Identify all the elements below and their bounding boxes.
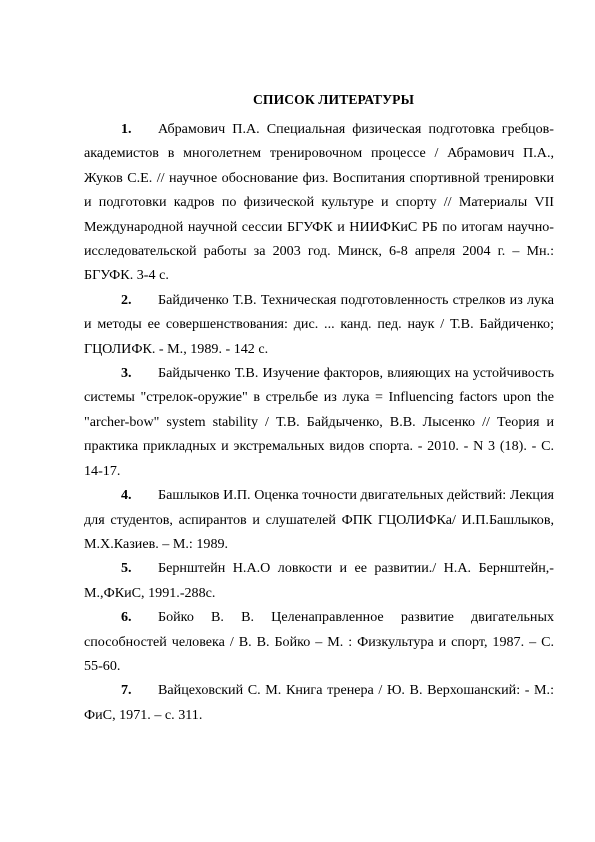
reference-text: Вайцеховский С. М. Книга тренера / Ю. В. Верхошанский: - М.: ФиС, 1971. – с. 311. [84,682,554,723]
reference-item [84,605,554,678]
reference-text: Абрамович П.А. Специальная физическая подготовка гребцов-академистов в многолетнем тренировочном процессе / Абрамович П.А., Жуков С.Е. // научное обоснование физ. Воспитания спортивной тренировки и подготовки кадров по физической культуре и спорту // Материалы VII Международной научной сессии БГУФК и НИИФКиС РБ по итогам научно-исследовательской работы за 2003 год. Минск, 6-8 апреля 2004 г. – Мн.: БГУФК. 3-4 с. [84,121,554,284]
reference-item [84,288,554,361]
reference-text: Байдиченко Т.В. Техническая подготовленность стрелков из лука и методы ее совершенствования: дис. ... канд. пед. наук / Т.В. Байдиченко; ГЦОЛИФК. - М., 1989. - 142 с. [84,291,554,357]
reference-number: 2. [121,291,132,308]
reference-number: 7. [121,682,132,699]
reference-item [84,117,554,288]
page-title: СПИСОК ЛИТЕРАТУРЫ [252,92,415,107]
reference-item [84,678,554,727]
reference-item [84,483,554,556]
reference-list [84,117,554,727]
reference-text: Бойко В. В. Целенаправленное развитие двигательных способностей человека / В. В. Бойко – М. : Физкультура и спорт, 1987. – С. 55-60. [84,609,554,674]
reference-text: Байдыченко Т.В. Изучение факторов, влияющих на устойчивость системы "стрелок-оружие" в стрельбе из лука = Influencing factors upon the "archer-bow" system stability / Т.В. Байдыченко, В.В. Лысенко // Теория и практика прикладных и экстремальных видов спорта. - 2010. - N 3 (18). - С. 14-17. [84,365,554,479]
reference-text: Бернштейн Н.А.О ловкости и ее развитии./ Н.А. Бернштейн,-М.,ФКиС, 1991.-288с. [84,560,554,601]
reference-number: 4. [121,487,132,504]
reference-item [84,361,554,483]
reference-item [84,556,554,605]
reference-number: 6. [121,609,132,626]
reference-number: 1. [121,121,132,137]
reference-number: 3. [121,365,132,382]
reference-number: 5. [121,560,132,577]
reference-text: Башлыков И.П. Оценка точности двигательных действий: Лекция для студентов, аспирантов и слушателей ФПК ГЦОЛИФКа/ И.П.Башлыков, М.Х.Казиев. – М.: 1989. [84,487,554,552]
